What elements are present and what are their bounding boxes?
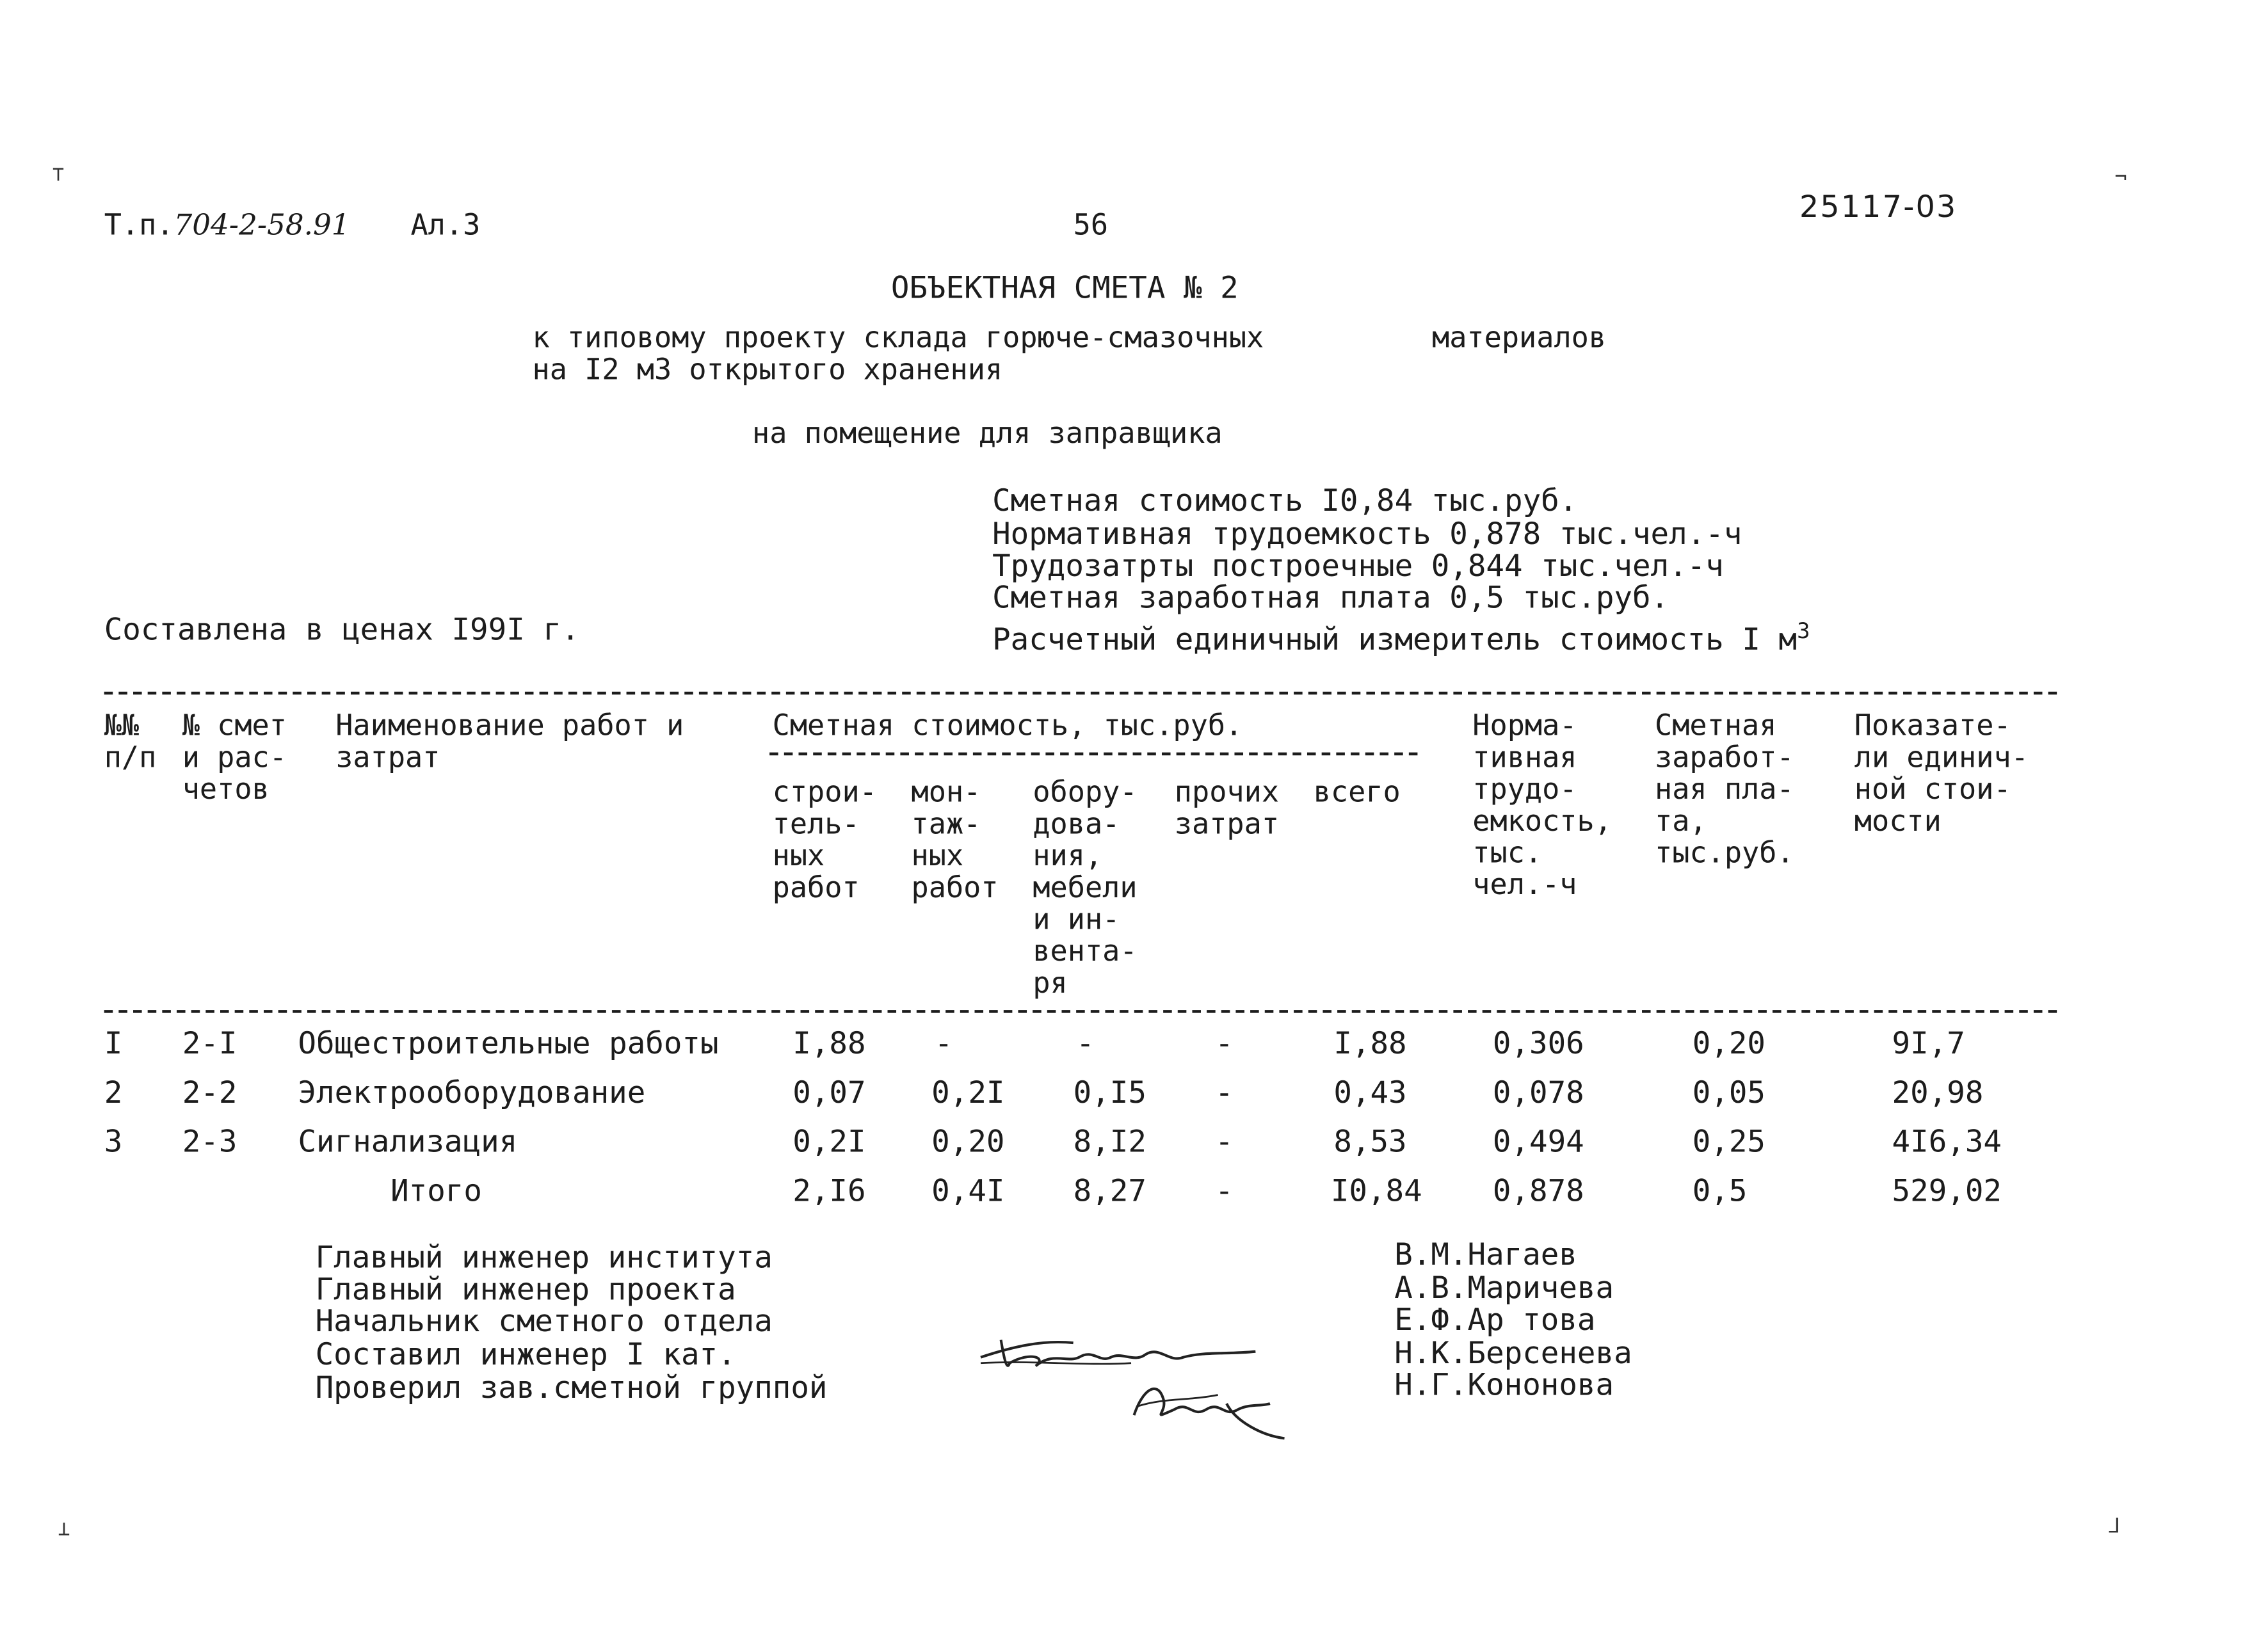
cell-indicator: 20,98 — [1892, 1075, 1984, 1110]
cell-name: Сигнализация — [298, 1124, 518, 1159]
role-compiled-by: Составил инженер I кат. — [315, 1337, 736, 1372]
cell-total: 0,43 — [1333, 1075, 1407, 1110]
corner-mark-bottom-right: ⅃ — [2109, 1515, 2121, 1539]
col-header-total: всего — [1313, 774, 1401, 809]
cell-wages: 0,25 — [1692, 1124, 1766, 1159]
cell-labor: 0,878 — [1492, 1173, 1584, 1208]
cell-name: Общестроительные работы — [298, 1025, 719, 1061]
cell-total: I0,84 — [1330, 1173, 1422, 1208]
col-header-labor: Норма- тивная трудо- емкость, тыс. чел.-ч — [1472, 707, 1612, 902]
cell-construction: 2,I6 — [792, 1173, 866, 1208]
compiled-prices: Составлена в ценах I99I г. — [104, 612, 580, 647]
cell-total-label: Итого — [390, 1173, 482, 1208]
cell-indicator: 4I6,34 — [1892, 1124, 2002, 1159]
cell-total: 8,53 — [1333, 1124, 1407, 1159]
col-header-wages: Сметная заработ- ная пла- та, тыс.руб. — [1654, 707, 1794, 870]
table-header-rule — [104, 1010, 2057, 1013]
role-chief-engineer-institute: Главный инженер института — [315, 1240, 773, 1275]
cell-estimate: 2-I — [182, 1025, 237, 1061]
corner-mark-top-right: ¬ — [2114, 166, 2127, 190]
cell-wages: 0,20 — [1692, 1025, 1766, 1061]
cell-installation: 0,20 — [931, 1124, 1005, 1159]
col-header-num: №№ п/п — [104, 707, 157, 774]
doc-prefix: Т.п. — [104, 207, 174, 242]
cell-equipment: 0,I5 — [1073, 1075, 1146, 1110]
cell-labor: 0,306 — [1492, 1025, 1584, 1061]
title-line-1-end: материалов — [1432, 319, 1607, 355]
col-header-other: прочих затрат — [1174, 774, 1280, 841]
name-chief-engineer-project: А.В.Маричева — [1394, 1270, 1614, 1306]
cell-indicator: 529,02 — [1892, 1173, 2002, 1208]
cell-equipment: 8,I2 — [1073, 1124, 1146, 1159]
cell-equipment: 8,27 — [1073, 1173, 1146, 1208]
handwritten-signatures — [972, 1314, 1319, 1447]
cell-other: - — [1215, 1173, 1234, 1208]
role-estimate-department-head: Начальник сметного отдела — [315, 1304, 773, 1339]
cell-estimate: 2-3 — [182, 1124, 237, 1159]
col-header-estimate: № смет и рас- четов — [182, 707, 287, 806]
cell-num: I — [104, 1025, 123, 1061]
summary-cost: Сметная стоимость I0,84 тыс.руб. — [992, 483, 1578, 518]
doc-code-handwritten: 704-2-58.91 — [173, 207, 350, 242]
name-chief-engineer-institute: В.М.Нагаев — [1394, 1237, 1577, 1272]
corner-mark-bottom-left: ⊥ — [58, 1517, 70, 1541]
summary-labor-norm: Нормативная трудоемкость 0,878 тыс.чел.-ч — [992, 516, 1742, 552]
cell-num: 3 — [104, 1124, 123, 1159]
cell-other: - — [1215, 1025, 1234, 1061]
cell-installation: - — [934, 1025, 953, 1061]
table-top-rule — [104, 692, 2057, 695]
col-header-equipment: обору- дова- ния, мебели и ин- вента- ря — [1033, 774, 1138, 1000]
cell-other: - — [1215, 1075, 1234, 1110]
col-header-construction: строи- тель- ных работ — [772, 774, 877, 905]
cell-wages: 0,5 — [1692, 1173, 1748, 1208]
col-header-installation: мон- таж- ных работ — [911, 774, 999, 905]
page-number: 56 — [1073, 207, 1109, 242]
title-line-3: на помещение для заправщика — [752, 415, 1223, 451]
cell-estimate: 2-2 — [182, 1075, 237, 1110]
cell-construction: 0,2I — [792, 1124, 866, 1159]
summary-unit-meter — [992, 615, 1810, 655]
cell-num: 2 — [104, 1075, 123, 1110]
summary-unit-sup: 3 — [1797, 618, 1810, 644]
cell-wages: 0,05 — [1692, 1075, 1766, 1110]
cell-construction: 0,07 — [792, 1075, 866, 1110]
summary-unit-text: Расчетный единичный измеритель стоимость I м — [992, 622, 1798, 657]
cell-name: Электрооборудование — [298, 1075, 646, 1110]
stamp-number: 25117-03 — [1799, 189, 1958, 225]
name-checked-by: Н.Г.Кононова — [1394, 1367, 1614, 1402]
cell-indicator: 9I,7 — [1892, 1025, 1965, 1061]
name-estimate-department-head: Е.Ф.Ар това — [1394, 1302, 1596, 1338]
document-title: ОБЪЕКТНАЯ СМЕТА № 2 — [890, 270, 1239, 306]
cell-labor: 0,494 — [1492, 1124, 1584, 1159]
cell-installation: 0,2I — [931, 1075, 1005, 1110]
album-label: Ал.3 — [410, 207, 481, 242]
cell-construction: I,88 — [792, 1025, 866, 1061]
title-line-2: на I2 м3 открытого хранения — [532, 351, 1003, 387]
corner-mark-top-left: ⊤ — [52, 163, 65, 187]
cell-total: I,88 — [1333, 1025, 1407, 1061]
cost-group-rule — [769, 753, 1417, 756]
col-header-cost-group: Сметная стоимость, тыс.руб. — [772, 707, 1243, 742]
doc-header — [104, 209, 481, 241]
cell-installation: 0,4I — [931, 1173, 1005, 1208]
name-compiled-by: Н.К.Берсенева — [1394, 1335, 1632, 1371]
cell-labor: 0,078 — [1492, 1075, 1584, 1110]
summary-labor-site: Трудозатрты построечные 0,844 тыс.чел.-ч — [992, 548, 1724, 584]
cell-other: - — [1215, 1124, 1234, 1159]
col-header-name: Наименование работ и затрат — [335, 707, 684, 774]
role-chief-engineer-project: Главный инженер проекта — [315, 1272, 736, 1307]
summary-wages: Сметная заработная плата 0,5 тыс.руб. — [992, 580, 1669, 615]
cell-equipment: - — [1076, 1025, 1095, 1061]
role-checked-by: Проверил зав.сметной группой — [315, 1370, 828, 1405]
title-line-1: к типовому проекту склада горюче-смазочных — [532, 319, 1264, 355]
col-header-indicators: Показате- ли единич- ной стои- мости — [1854, 707, 2029, 838]
